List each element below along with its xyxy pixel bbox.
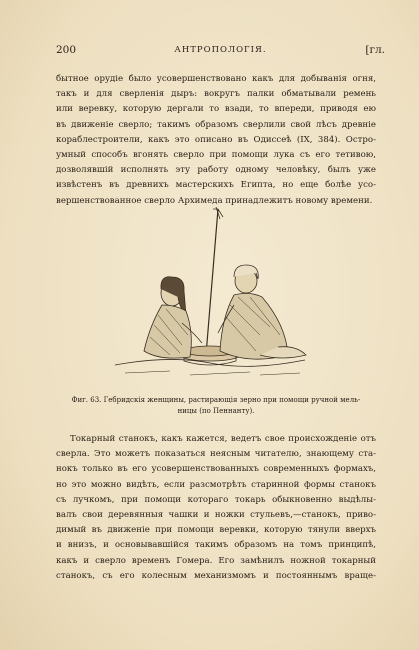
running-title: АНТРОПОЛОГІЯ. — [174, 45, 267, 55]
text-line: кораблестроители, какъ это описано въ Одиссеѣ (IX, 384). Остро- — [56, 134, 376, 145]
section-marker: [гл. — [365, 44, 385, 56]
text-line: сверла. Это можетъ показаться неясным читателю, знающему ста- — [56, 449, 376, 460]
text-line: извѣстенъ въ древнихъ мастерскихъ Египта, но еще болѣе усо- — [56, 180, 376, 191]
text-line: дозволявшій исполнять эту работу одному человѣку, былъ уже — [56, 165, 376, 176]
text-line: или веревку, которую дергали то взади, то впереди, приводя ею — [56, 104, 376, 115]
caption-line: ницы (по Пеннанту). — [177, 407, 255, 415]
paragraph-bottom — [56, 432, 376, 584]
text-line: димый въ движеніе при помощи веревки, которую тянули вверхъ — [56, 525, 376, 536]
page-number: 200 — [56, 44, 77, 56]
text-line: въ движеніе сверло; такимъ образомъ сверлили свой лѣсъ древніе — [56, 119, 376, 130]
text-line: какъ и сверло временъ Гомера. Его замѣнилъ ножной токарный — [56, 555, 376, 566]
text-line: такъ и для сверленія дыръ: вокругъ палки обматывали ремень — [56, 89, 376, 100]
paragraph-top — [56, 72, 376, 209]
text-line: умный способъ вгонять сверло при помощи лука съ его тетивою, — [56, 150, 376, 161]
text-line: Токарный станокъ, какъ кажется, ведетъ свое происхожденіе отъ — [70, 434, 376, 444]
engraving-illustration — [110, 205, 310, 385]
text-line: вершенствованное сверло Архимеда принадлежитъ новому времени. — [56, 195, 373, 206]
text-line: и внизъ, и основывавшійся такимъ образомъ на томъ принципѣ, — [56, 540, 376, 551]
text-line: нокъ только въ его усовершенствованныхъ современныхъ формахъ, — [56, 464, 376, 475]
caption-line: Фиг. 63. Гебридскія женщины, растирающія зерно при помощи ручной мель- — [71, 396, 361, 404]
figure-caption — [56, 395, 376, 417]
text-line: съ лучкомъ, при помощи котораго токарь обыкновенно выдѣлы- — [56, 494, 376, 505]
text-line: станокъ, съ его колесным механизмомъ и постояннымъ враще- — [56, 570, 376, 581]
text-line: валъ свои деревянныя чашки и ножки стульевъ,—станокъ, приво- — [56, 510, 376, 521]
running-header — [56, 44, 385, 60]
text-line: но это можно видѣть, если разсмотрѣть старинной формы станокъ — [56, 479, 376, 490]
text-line: бытное орудіе было усовершенствовано какъ для добыванія огня, — [56, 74, 376, 84]
